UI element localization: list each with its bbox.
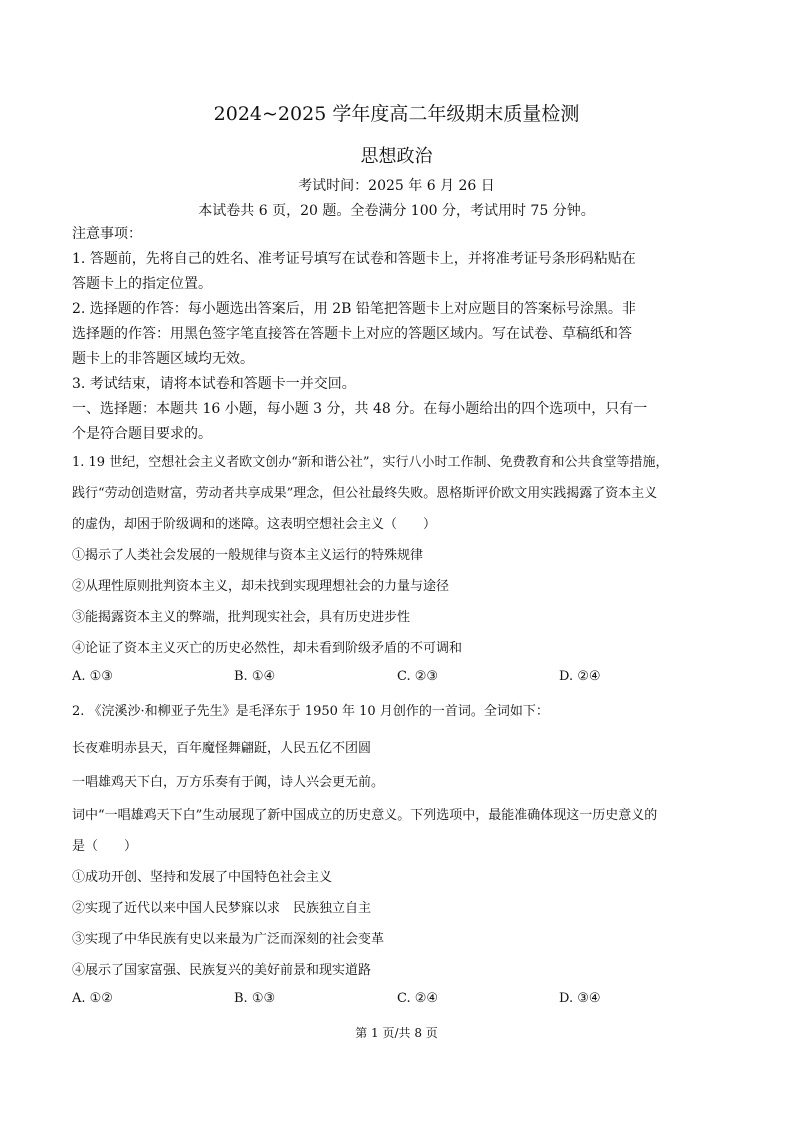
- q2-option-b: B. ①③: [234, 991, 276, 1006]
- q2-option-c: C. ②④: [397, 991, 439, 1006]
- q2-item: ④展示了国家富强、民族复兴的美好前景和现实道路: [72, 963, 372, 978]
- q1-stem-line: 践行“劳动创造财富，劳动者共享成果”理念，但公社最终失败。恩格斯评价欧文用实践揭露了资本主义: [72, 486, 658, 501]
- notice-heading: 注意事项：: [72, 226, 142, 242]
- q2-item: ③实现了中华民族有史以来最为广泛而深刻的社会变革: [72, 932, 385, 947]
- q2-option-a: A. ①②: [72, 991, 113, 1006]
- notice-line: 答题卡上的指定位置。: [72, 276, 212, 292]
- q2-stem-line: 2. 《浣溪沙·和柳亚子先生》是毛泽东于 1950 年 10 月创作的一首词。全词如下：: [72, 704, 549, 719]
- exam-info: 本试卷共 6 页，20 题。全卷满分 100 分，考试用时 75 分钟。: [198, 203, 595, 219]
- section-heading: 个是符合题目要求的。: [72, 426, 212, 442]
- section-heading: 一、选择题：本题共 16 小题，每小题 3 分，共 48 分。在每小题给出的四个选项中，只有一: [72, 401, 648, 417]
- q1-option-a: A. ①③: [72, 669, 113, 684]
- q1-option-c: C. ②③: [397, 669, 439, 684]
- exam-time: 考试时间：2025 年 6 月 26 日: [298, 178, 495, 194]
- notice-line: 3. 考试结束，请将本试卷和答题卡一并交回。: [72, 376, 356, 392]
- subject-title: 思想政治: [360, 146, 433, 167]
- q1-stem-line: 的虚伪，却困于阶级调和的迷障。这表明空想社会主义（ ）: [72, 517, 437, 532]
- exam-title: 2024~2025 学年度高二年级期末质量检测: [213, 103, 580, 125]
- q2-poem-line: 一唱雄鸡天下白，万方乐奏有于阗，诗人兴会更无前。: [72, 775, 385, 790]
- notice-line: 选择题的作答：用黑色签字笔直接答在答题卡上对应的答题区域内。写在试卷、草稿纸和答: [72, 326, 632, 342]
- q2-item: ①成功开创、坚持和发展了中国特色社会主义: [72, 870, 333, 885]
- q1-item: ①揭示了人类社会发展的一般规律与资本主义运行的特殊规律: [72, 548, 424, 563]
- q2-stem-line: 是（ ）: [72, 839, 138, 854]
- q1-option-d: D. ②④: [559, 669, 601, 684]
- q2-item: ②实现了近代以来中国人民梦寐以求 民族独立自主: [72, 901, 372, 916]
- page-number: 第 1 页/共 8 页: [355, 1026, 438, 1040]
- q2-poem-line: 长夜难明赤县天，百年魔怪舞翩跹，人民五亿不团圆: [72, 741, 372, 756]
- q1-stem-line: 1. 19 世纪，空想社会主义者欧文创办“新和谐公社”，实行八小时工作制、免费教育和公共食堂等措施，: [72, 455, 669, 470]
- notice-line: 2. 选择题的作答：每小题选出答案后，用 2B 铅笔把答题卡上对应题目的答案标号涂黑。非: [72, 301, 636, 317]
- notice-line: 题卡上的非答题区域均无效。: [72, 351, 254, 367]
- q2-stem-line: 词中“一唱雄鸡天下白”生动展现了新中国成立的历史意义。下列选项中，最能准确体现这一历史意义的: [72, 808, 658, 823]
- notice-line: 1. 答题前，先将自己的姓名、准考证号填写在试卷和答题卡上，并将准考证号条形码粘贴在: [72, 251, 636, 267]
- q1-option-b: B. ①④: [234, 669, 276, 684]
- q2-option-d: D. ③④: [559, 991, 601, 1006]
- q1-item: ④论证了资本主义灭亡的历史必然性，却未看到阶级矛盾的不可调和: [72, 641, 463, 656]
- q1-item: ③能揭露资本主义的弊端，批判现实社会，具有历史进步性: [72, 610, 411, 625]
- q1-item: ②从理性原则批判资本主义，却未找到实现理想社会的力量与途径: [72, 579, 450, 594]
